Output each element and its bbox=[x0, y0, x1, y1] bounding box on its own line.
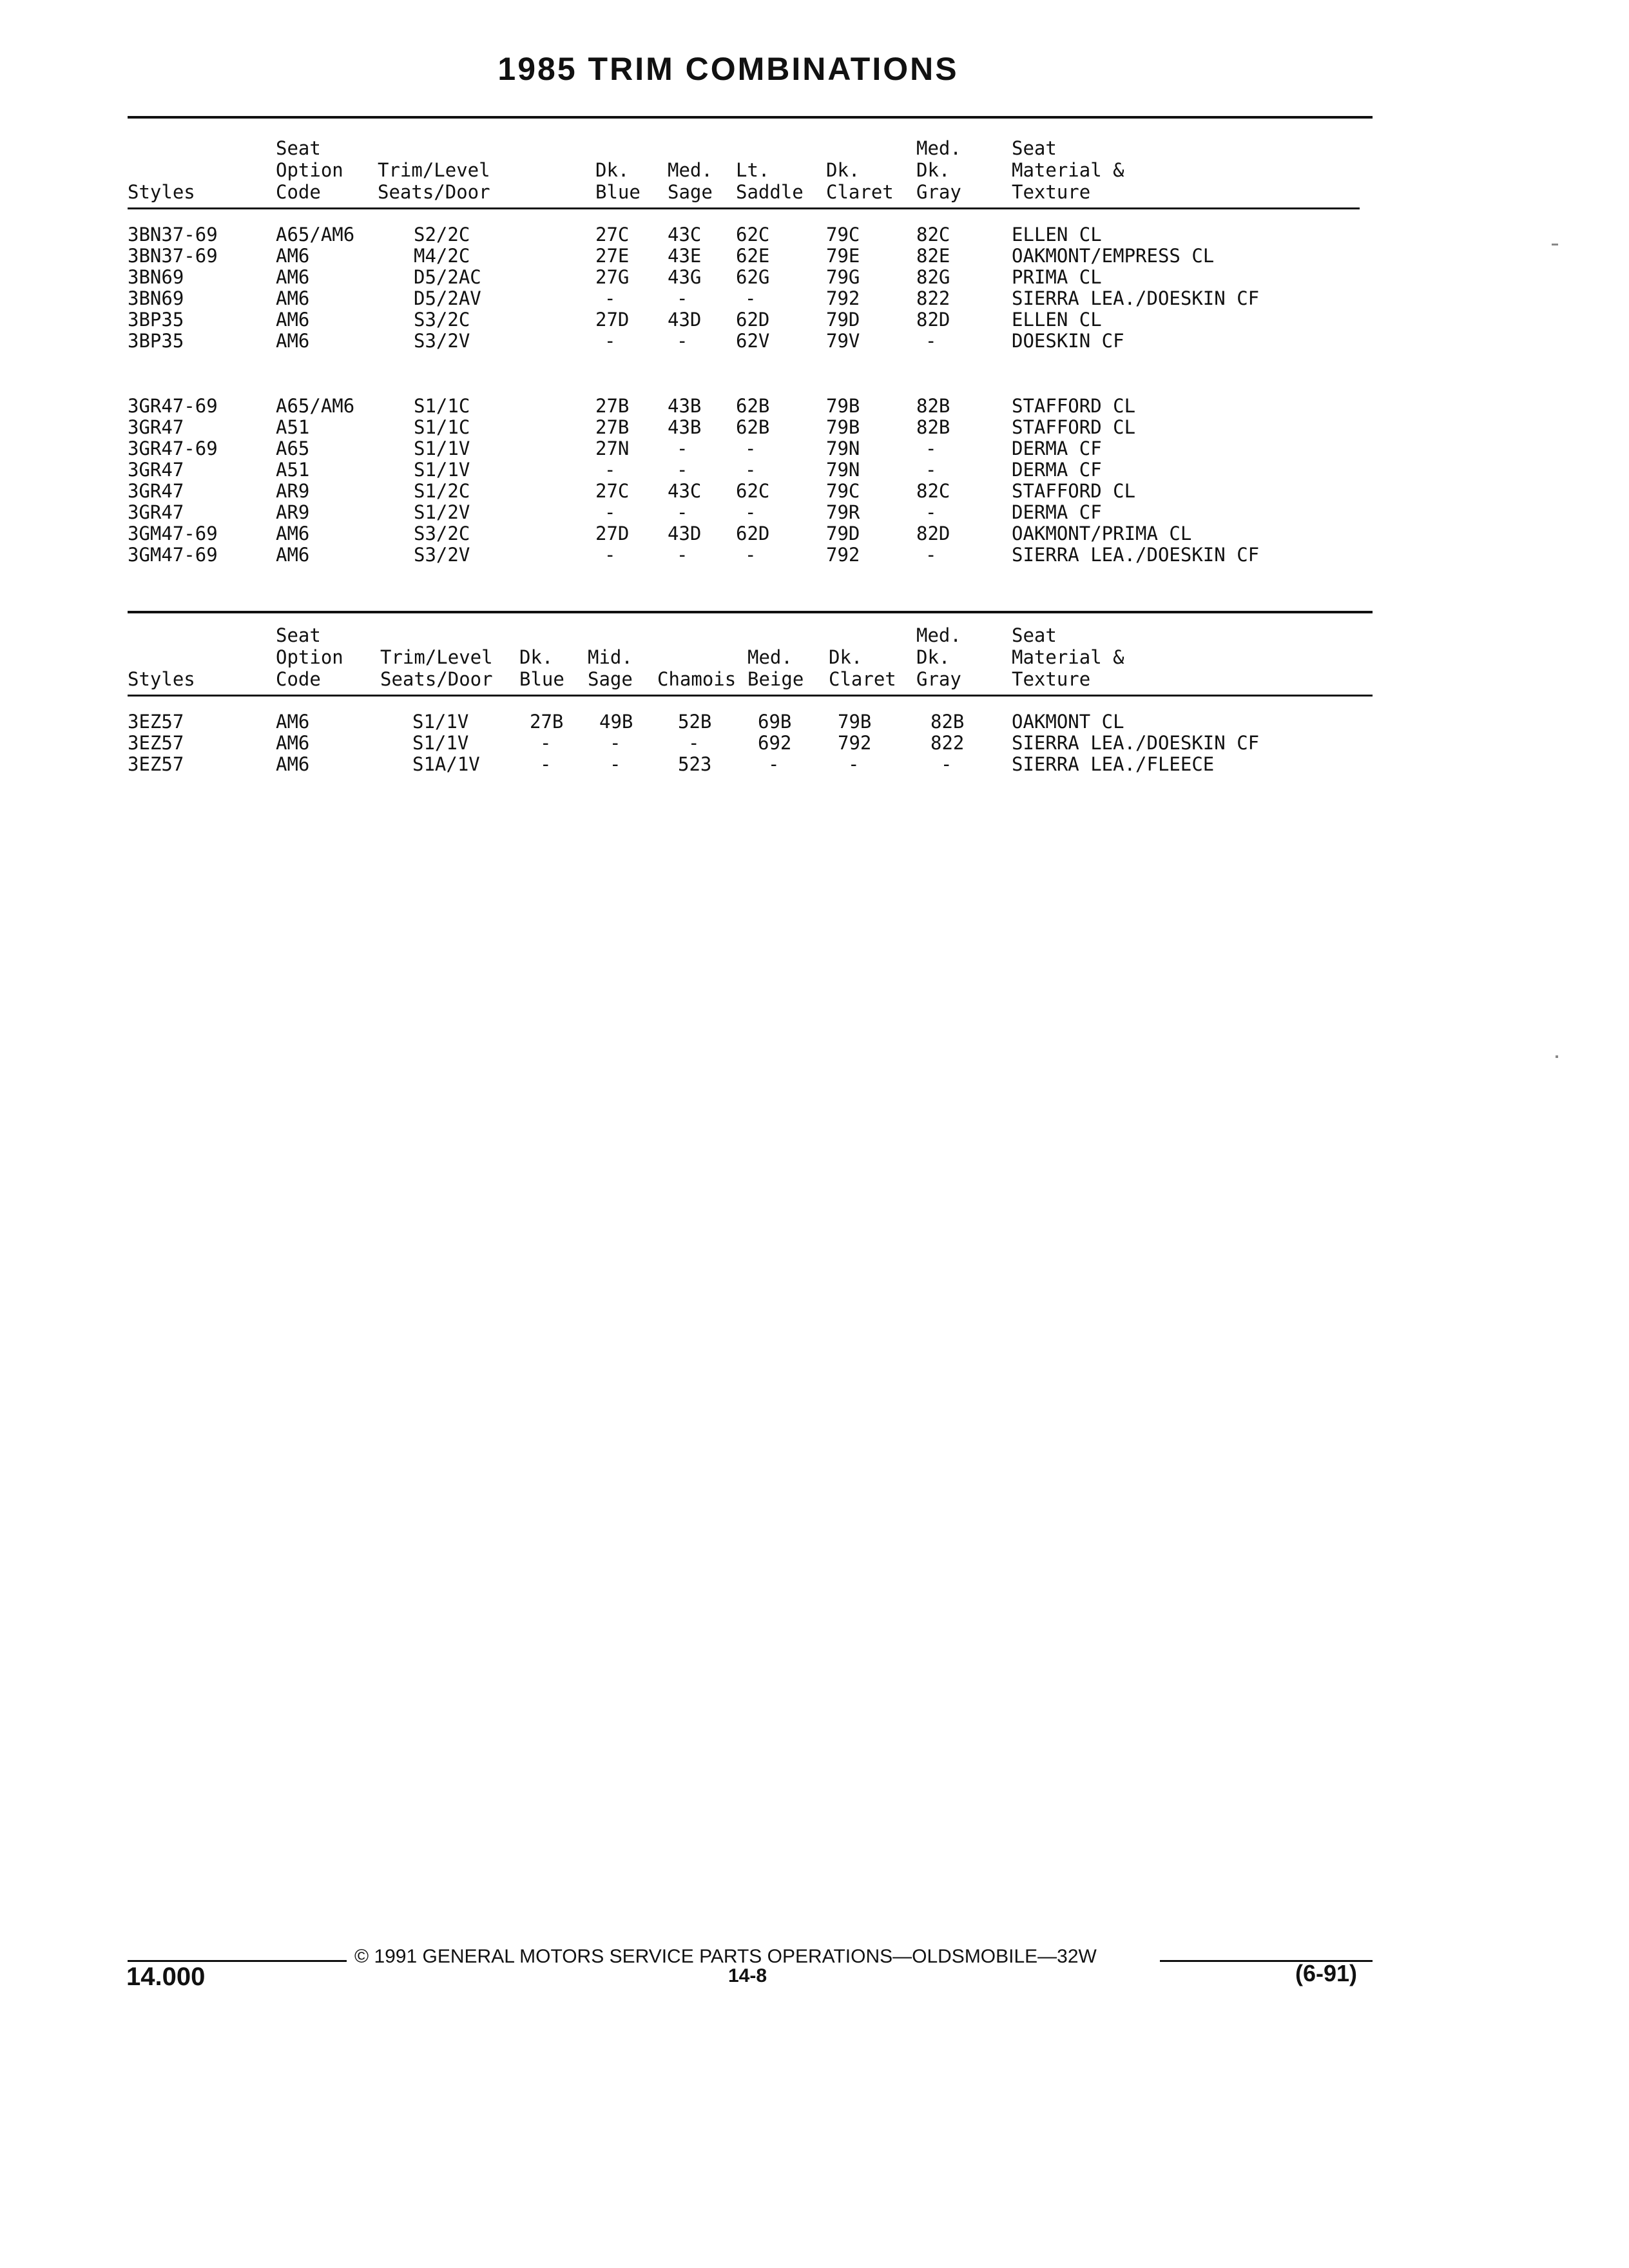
table-cell: 27N bbox=[595, 437, 630, 459]
column-header: Styles bbox=[128, 668, 195, 690]
column-header: Texture bbox=[1012, 181, 1091, 203]
table-cell: AM6 bbox=[276, 330, 310, 352]
table-cell: 79B bbox=[838, 711, 872, 733]
table-cell: 3GM47-69 bbox=[128, 544, 218, 566]
table-cell: AM6 bbox=[276, 753, 310, 775]
table-cell: 79V bbox=[826, 330, 860, 352]
table-cell: - bbox=[677, 501, 688, 523]
table-cell: S1/1V bbox=[412, 711, 469, 733]
table-cell: S1/1C bbox=[414, 395, 470, 417]
table-cell: 3GR47 bbox=[128, 480, 184, 502]
table-cell: 692 bbox=[758, 732, 792, 754]
table-cell: 79B bbox=[826, 416, 860, 438]
table-cell: 62B bbox=[736, 395, 770, 417]
table-cell: 79D bbox=[826, 523, 860, 544]
table-cell: - bbox=[925, 501, 937, 523]
table-cell: ELLEN CL bbox=[1012, 224, 1102, 245]
table-cell: AM6 bbox=[276, 309, 310, 331]
table-cell: S3/2V bbox=[414, 330, 470, 352]
column-header: Dk. bbox=[595, 159, 630, 181]
table-cell: S1/1V bbox=[414, 437, 470, 459]
table-cell: 3BN37-69 bbox=[128, 245, 218, 267]
column-header: Chamois bbox=[657, 668, 737, 690]
table-cell: - bbox=[745, 544, 757, 566]
table-cell: 82D bbox=[916, 523, 950, 544]
table-cell: A65/AM6 bbox=[276, 395, 355, 417]
column-header: Code bbox=[276, 181, 321, 203]
table-cell: - bbox=[925, 544, 937, 566]
table-cell: 3EZ57 bbox=[128, 711, 184, 733]
table-cell: S1/1V bbox=[414, 459, 470, 481]
table-cell: AM6 bbox=[276, 711, 310, 733]
column-header: Claret bbox=[826, 181, 894, 203]
table-cell: 822 bbox=[916, 287, 950, 309]
column-header: Texture bbox=[1012, 668, 1091, 690]
table-cell: M4/2C bbox=[414, 245, 470, 267]
table-cell: 3BN69 bbox=[128, 266, 184, 288]
table-cell: AR9 bbox=[276, 480, 310, 502]
footer-rule-left bbox=[128, 1960, 347, 1962]
column-header: Mid. bbox=[588, 646, 633, 668]
table-cell: S3/2C bbox=[414, 309, 470, 331]
table-cell: S1A/1V bbox=[412, 753, 480, 775]
column-header: Trim/Level bbox=[378, 159, 490, 181]
table-cell: OAKMONT/EMPRESS CL bbox=[1012, 245, 1215, 267]
section-number: 14.000 bbox=[126, 1963, 206, 1991]
column-header: Seat bbox=[1012, 624, 1057, 646]
table-cell: 43D bbox=[668, 309, 702, 331]
table-cell: - bbox=[604, 287, 616, 309]
table-cell: A51 bbox=[276, 416, 310, 438]
table-cell: 27G bbox=[595, 266, 630, 288]
column-header: Gray bbox=[916, 181, 961, 203]
column-header: Blue bbox=[519, 668, 564, 690]
column-header: Dk. bbox=[916, 646, 950, 668]
table-cell: 69B bbox=[758, 711, 792, 733]
copyright-notice: © 1991 GENERAL MOTORS SERVICE PARTS OPERATIONS—OLDSMOBILE—32W bbox=[354, 1946, 1097, 1967]
table-cell: 79C bbox=[826, 480, 860, 502]
table-cell: - bbox=[677, 459, 688, 481]
table-cell: 3GR47-69 bbox=[128, 395, 218, 417]
table-cell: ELLEN CL bbox=[1012, 309, 1102, 331]
table-cell: 3BN37-69 bbox=[128, 224, 218, 245]
page-title: 1985 TRIM COMBINATIONS bbox=[497, 51, 959, 87]
column-header: Seat bbox=[276, 624, 321, 646]
table-cell: 43C bbox=[668, 480, 702, 502]
table-cell: 62C bbox=[736, 224, 770, 245]
table-cell: 62B bbox=[736, 416, 770, 438]
table-cell: 3EZ57 bbox=[128, 732, 184, 754]
table-cell: 82G bbox=[916, 266, 950, 288]
table-cell: 79B bbox=[826, 395, 860, 417]
table-cell: - bbox=[677, 330, 688, 352]
table-cell: - bbox=[677, 437, 688, 459]
table-cell: - bbox=[688, 732, 700, 754]
table-cell: S1/2C bbox=[414, 480, 470, 502]
column-header: Blue bbox=[595, 181, 641, 203]
table-cell: 79D bbox=[826, 309, 860, 331]
column-header: Sage bbox=[668, 181, 713, 203]
table-cell: 62C bbox=[736, 480, 770, 502]
table-cell: AM6 bbox=[276, 523, 310, 544]
column-header: Code bbox=[276, 668, 321, 690]
column-header: Sage bbox=[588, 668, 633, 690]
table-cell: DOESKIN CF bbox=[1012, 330, 1124, 352]
column-header: Med. bbox=[916, 624, 961, 646]
column-header: Seats/Door bbox=[380, 668, 493, 690]
table-cell: 822 bbox=[930, 732, 965, 754]
table-cell: 27B bbox=[595, 395, 630, 417]
table1-top-rule bbox=[128, 116, 1373, 119]
table-cell: 82C bbox=[916, 224, 950, 245]
column-header: Seat bbox=[276, 137, 321, 159]
table-cell: SIERRA LEA./DOESKIN CF bbox=[1012, 732, 1260, 754]
column-header: Lt. bbox=[736, 159, 770, 181]
table-cell: - bbox=[941, 753, 952, 775]
table-cell: A65 bbox=[276, 437, 310, 459]
table2-header-rule bbox=[128, 695, 1373, 697]
table-cell: A51 bbox=[276, 459, 310, 481]
table-cell: - bbox=[610, 732, 621, 754]
table1-header-rule bbox=[128, 207, 1360, 209]
table-cell: - bbox=[768, 753, 780, 775]
table-cell: 3BP35 bbox=[128, 330, 184, 352]
table-cell: OAKMONT CL bbox=[1012, 711, 1124, 733]
table-cell: 43C bbox=[668, 224, 702, 245]
table-cell: DERMA CF bbox=[1012, 501, 1102, 523]
table-cell: 27D bbox=[595, 309, 630, 331]
table-cell: - bbox=[604, 501, 616, 523]
table-cell: S1/2V bbox=[414, 501, 470, 523]
table-cell: OAKMONT/PRIMA CL bbox=[1012, 523, 1192, 544]
table-cell: STAFFORD CL bbox=[1012, 416, 1136, 438]
table-cell: 3GR47 bbox=[128, 501, 184, 523]
table-cell: STAFFORD CL bbox=[1012, 480, 1136, 502]
table-cell: SIERRA LEA./FLEECE bbox=[1012, 753, 1215, 775]
column-header: Option bbox=[276, 646, 343, 668]
table-cell: 3GR47 bbox=[128, 416, 184, 438]
table-cell: - bbox=[925, 330, 937, 352]
table-cell: S1/1C bbox=[414, 416, 470, 438]
column-header: Dk. bbox=[916, 159, 950, 181]
table-cell: - bbox=[540, 753, 552, 775]
column-header: Dk. bbox=[519, 646, 554, 668]
table-cell: 27C bbox=[595, 224, 630, 245]
table-cell: 49B bbox=[599, 711, 633, 733]
table-cell: AM6 bbox=[276, 544, 310, 566]
table-cell: S3/2C bbox=[414, 523, 470, 544]
table-cell: 82E bbox=[916, 245, 950, 267]
table-cell: 27D bbox=[595, 523, 630, 544]
table-cell: S1/1V bbox=[412, 732, 469, 754]
table-cell: - bbox=[745, 287, 757, 309]
table-cell: - bbox=[610, 753, 621, 775]
table-cell: 523 bbox=[678, 753, 712, 775]
table-cell: 27C bbox=[595, 480, 630, 502]
column-header: Dk. bbox=[829, 646, 863, 668]
column-header: Material & bbox=[1012, 646, 1124, 668]
table-cell: S2/2C bbox=[414, 224, 470, 245]
table-cell: DERMA CF bbox=[1012, 459, 1102, 481]
table-cell: 82C bbox=[916, 480, 950, 502]
table-cell: STAFFORD CL bbox=[1012, 395, 1136, 417]
table-cell: 79N bbox=[826, 437, 860, 459]
table-cell: 3GR47-69 bbox=[128, 437, 218, 459]
column-header: Med. bbox=[747, 646, 793, 668]
table-cell: 79R bbox=[826, 501, 860, 523]
table-cell: 62D bbox=[736, 309, 770, 331]
table-cell: - bbox=[925, 437, 937, 459]
table-cell: 62D bbox=[736, 523, 770, 544]
table-cell: 79C bbox=[826, 224, 860, 245]
table-cell: - bbox=[604, 544, 616, 566]
table-cell: 792 bbox=[826, 287, 860, 309]
table-cell: D5/2AV bbox=[414, 287, 481, 309]
revision-date: (6-91) bbox=[1295, 1960, 1358, 1986]
column-header: Med. bbox=[916, 137, 961, 159]
table-cell: 27B bbox=[530, 711, 564, 733]
table-cell: SIERRA LEA./DOESKIN CF bbox=[1012, 544, 1260, 566]
table-cell: AM6 bbox=[276, 732, 310, 754]
table-cell: 62E bbox=[736, 245, 770, 267]
table-cell: - bbox=[540, 732, 552, 754]
column-header: Seats/Door bbox=[378, 181, 490, 203]
table2-top-rule bbox=[128, 611, 1373, 613]
column-header: Med. bbox=[668, 159, 713, 181]
column-header: Gray bbox=[916, 668, 961, 690]
column-header: Styles bbox=[128, 181, 195, 203]
table-cell: 3EZ57 bbox=[128, 753, 184, 775]
column-header: Dk. bbox=[826, 159, 860, 181]
table-cell: 62G bbox=[736, 266, 770, 288]
table-cell: - bbox=[745, 501, 757, 523]
table-cell: AM6 bbox=[276, 266, 310, 288]
table-cell: 3BN69 bbox=[128, 287, 184, 309]
table-cell: SIERRA LEA./DOESKIN CF bbox=[1012, 287, 1260, 309]
table-cell: A65/AM6 bbox=[276, 224, 355, 245]
column-header: Beige bbox=[747, 668, 804, 690]
column-header: Material & bbox=[1012, 159, 1124, 181]
table-cell: 82B bbox=[916, 395, 950, 417]
table-cell: - bbox=[604, 330, 616, 352]
table-cell: 792 bbox=[838, 732, 872, 754]
table-cell: AM6 bbox=[276, 287, 310, 309]
table-cell: 52B bbox=[678, 711, 712, 733]
table-cell: 792 bbox=[826, 544, 860, 566]
table-cell: 43D bbox=[668, 523, 702, 544]
scan-speck bbox=[1552, 244, 1558, 245]
column-header: Option bbox=[276, 159, 343, 181]
table-cell: 79G bbox=[826, 266, 860, 288]
table-cell: D5/2AC bbox=[414, 266, 481, 288]
table-cell: 3GM47-69 bbox=[128, 523, 218, 544]
scan-speck bbox=[1556, 1055, 1558, 1058]
table-cell: 43G bbox=[668, 266, 702, 288]
table-cell: 62V bbox=[736, 330, 770, 352]
table-cell: AM6 bbox=[276, 245, 310, 267]
table-cell: 27E bbox=[595, 245, 630, 267]
table-cell: 82B bbox=[930, 711, 965, 733]
column-header: Trim/Level bbox=[380, 646, 493, 668]
table-cell: S3/2V bbox=[414, 544, 470, 566]
table-cell: 82D bbox=[916, 309, 950, 331]
table-cell: - bbox=[677, 544, 688, 566]
table-cell: 43E bbox=[668, 245, 702, 267]
table-cell: 82B bbox=[916, 416, 950, 438]
table-cell: 79E bbox=[826, 245, 860, 267]
page-number: 14-8 bbox=[728, 1965, 767, 1986]
table-cell: - bbox=[745, 437, 757, 459]
table-cell: AR9 bbox=[276, 501, 310, 523]
table-cell: 3BP35 bbox=[128, 309, 184, 331]
table-cell: - bbox=[925, 459, 937, 481]
table-cell: - bbox=[745, 459, 757, 481]
table-cell: 79N bbox=[826, 459, 860, 481]
table-cell: - bbox=[848, 753, 860, 775]
column-header: Claret bbox=[829, 668, 896, 690]
column-header: Saddle bbox=[736, 181, 804, 203]
table-cell: 3GR47 bbox=[128, 459, 184, 481]
column-header: Seat bbox=[1012, 137, 1057, 159]
table-cell: 43B bbox=[668, 395, 702, 417]
table-cell: PRIMA CL bbox=[1012, 266, 1102, 288]
table-cell: - bbox=[604, 459, 616, 481]
table-cell: 43B bbox=[668, 416, 702, 438]
table-cell: - bbox=[677, 287, 688, 309]
table-cell: DERMA CF bbox=[1012, 437, 1102, 459]
table-cell: 27B bbox=[595, 416, 630, 438]
